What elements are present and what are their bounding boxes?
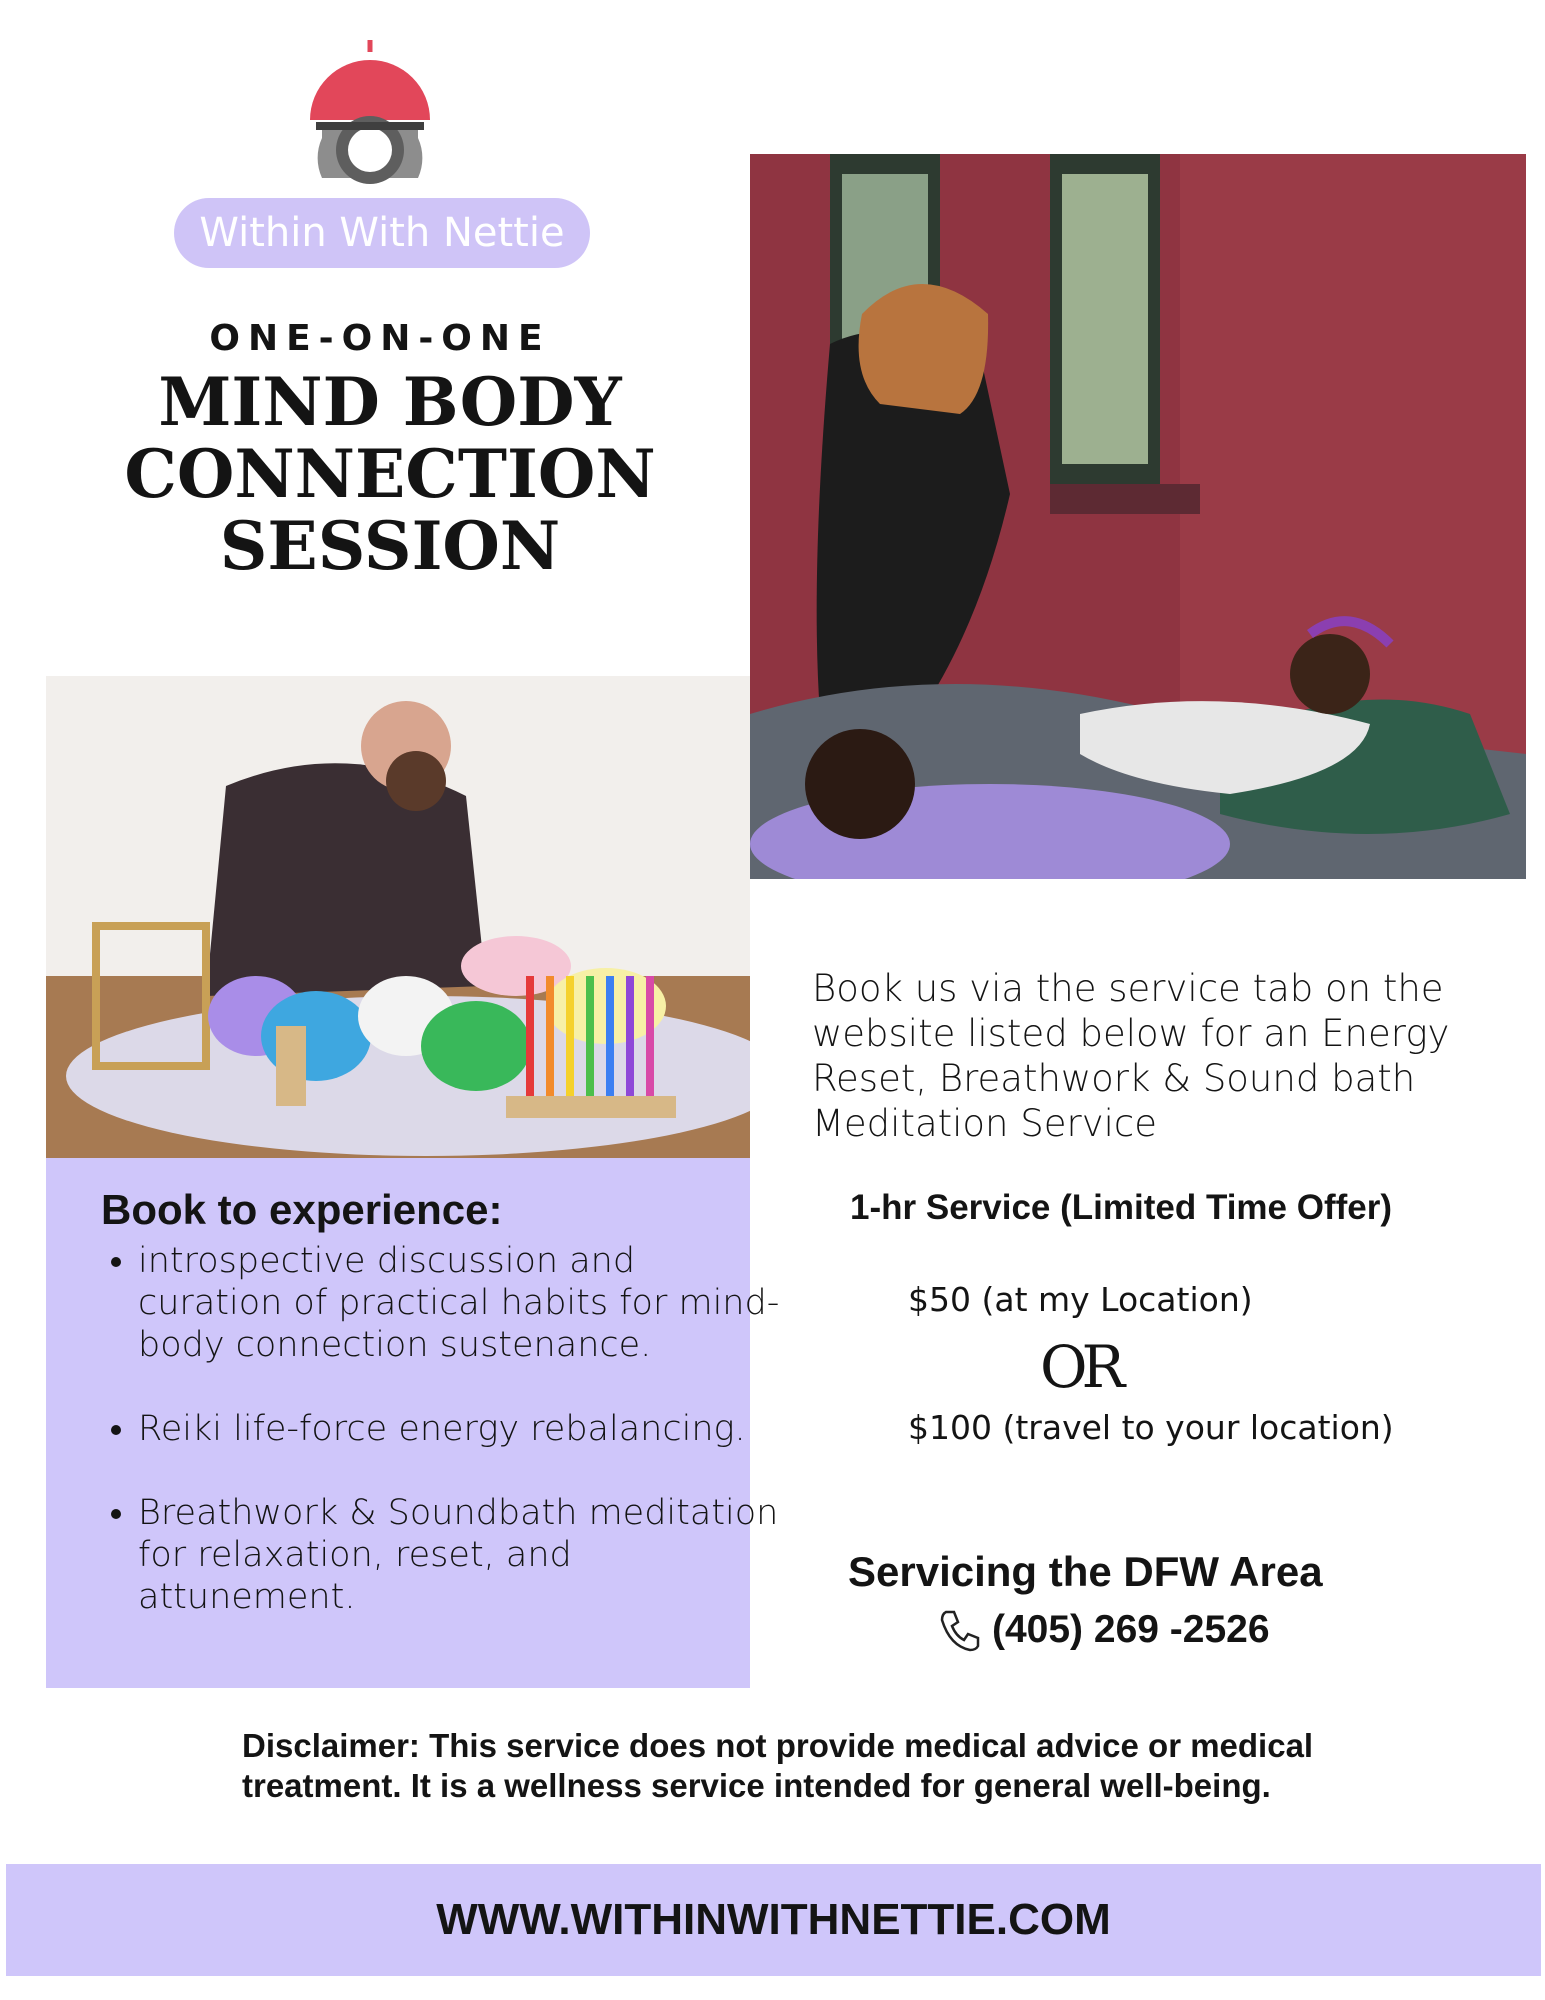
page-title: [40, 363, 740, 585]
or-separator: OR: [1040, 1333, 1120, 1401]
experience-list: [98, 1240, 788, 1660]
price-at-location: $50 (at my Location): [908, 1280, 1253, 1319]
list-item: • Reiki life-force energy rebalancing.: [138, 1408, 788, 1450]
disclaimer: Disclaimer: This service does not provide medical advice or medical treatment. It is a wellness service intended for general well-being.: [242, 1727, 1314, 1804]
service-area: Servicing the DFW Area: [848, 1548, 1323, 1595]
service-title: 1-hr Service (Limited Time Offer): [850, 1188, 1393, 1227]
phone-row[interactable]: [936, 1606, 1270, 1654]
phone-icon: [936, 1606, 984, 1654]
session-photo: [750, 154, 1526, 879]
brand-name-pill: Within With Nettie: [174, 198, 590, 268]
brand-logo-icon: [300, 38, 440, 188]
phone-number[interactable]: (405) 269 -2526: [992, 1608, 1270, 1651]
list-item: • Breathwork & Soundbath meditation for relaxation, reset, and attunement.: [138, 1492, 788, 1618]
title-line-2: CONNECTION: [124, 435, 656, 513]
session-photo-illustration: [750, 154, 1526, 879]
title-line-3: SESSION: [219, 507, 561, 585]
booking-text: Book us via the service tab on the website listed below for an Energy Reset, Breathwork & Sound bath Meditation Service: [812, 967, 1450, 1145]
title-line-1: MIND BODY: [158, 363, 622, 441]
session-eyebrow: ONE-ON-ONE: [209, 318, 551, 359]
soundbath-photo-illustration: [46, 676, 750, 1158]
experience-title: Book to experience:: [101, 1186, 503, 1233]
list-item: • introspective discussion and curation of practical habits for mind-body connection sustenance.: [138, 1240, 788, 1366]
price-travel: $100 (travel to your location): [908, 1408, 1394, 1447]
website-link[interactable]: WWW.WITHINWITHNETTIE.COM: [436, 1895, 1111, 1944]
soundbath-photo: [46, 676, 750, 1158]
